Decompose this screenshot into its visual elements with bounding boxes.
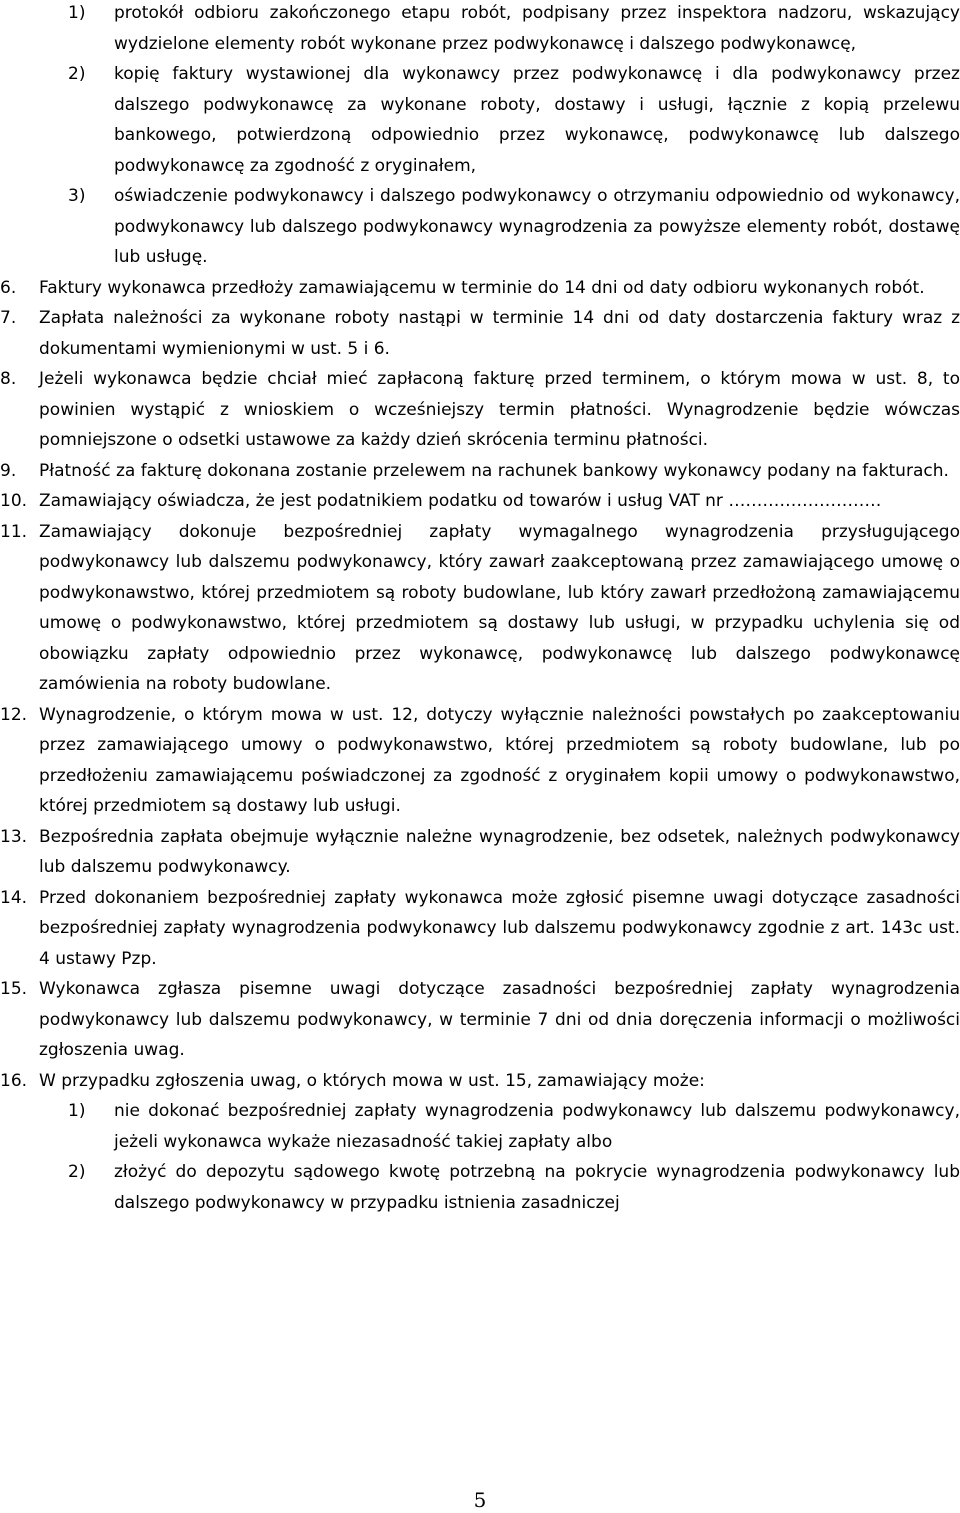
list-item — [0, 974, 960, 1066]
item-number: 16. — [0, 1070, 28, 1091]
item-text: protokół odbioru zakończonego etapu robót, podpisany przez inspektora nadzoru, wskazujący wydzielone elementy robót wykonane przez podwykonawcę i dalszego podwykonawcę, — [114, 3, 960, 54]
item-number: 2) — [68, 1162, 86, 1182]
item-number: 14. — [0, 887, 28, 908]
item-text: Przed dokonaniem bezpośredniej zapłaty wykonawca może zgłosić pisemne uwagi dotyczące zasadności bezpośredniej zapłaty wynagrodzenia podwykonawcy lub dalszemu podwykonawcy zgodnie z art. 143c ust. 4 ustawy Pzp. — [39, 887, 960, 969]
list-item — [0, 456, 960, 487]
item-number: 15. — [0, 979, 28, 999]
item-text: Faktury wykonawca przedłoży zamawiającemu w terminie do 14 dni od daty odbioru wykonanych robót. — [39, 277, 925, 298]
item-number: 9. — [0, 460, 17, 481]
list-item — [0, 1066, 960, 1097]
item-number: 2) — [68, 64, 86, 84]
list-item — [0, 181, 960, 273]
item-text: Zamawiający dokonuje bezpośredniej zapłaty wymagalnego wynagrodzenia przysługującego podwykonawcy lub dalszemu podwykonawcy, który zawarł zaakceptowaną przez zamawiającego umowę o podwykonawstwo, której przedmiotem są roboty budowlane, lub który zawarł przedłożoną zamawiającemu umowę o podwykonawstwo, której przedmiotem są dostawy lub usługi, w przypadku uchylenia się od obowiązku zapłaty odpowiednio przez wykonawcę, podwykonawcę lub dalszego podwykonawcę zamówienia na roboty budowlane. — [39, 521, 960, 694]
item-number: 3) — [68, 186, 86, 206]
list-item — [0, 1157, 960, 1218]
item-text: Jeżeli wykonawca będzie chciał mieć zapłaconą fakturę przed terminem, o którym mowa w ust. 8, to powinien wystąpić z wnioskiem o wcześniejszy termin płatności. Wynagrodzenie będzie wówczas pomniejszone o odsetki ustawowe za każdy dzień skrócenia terminu płatności. — [39, 369, 960, 450]
item-text: Bezpośrednia zapłata obejmuje wyłącznie należne wynagrodzenie, bez odsetek, należnych podwykonawcy lub dalszemu podwykonawcy. — [39, 826, 960, 877]
list-item — [0, 700, 960, 822]
list-item — [0, 59, 960, 181]
item-text: Wynagrodzenie, o którym mowa w ust. 12, dotyczy wyłącznie należności powstałych po zaakceptowaniu przez zamawiającego umowy o podwykonawstwo, której przedmiotem są roboty budowlane, lub po przedłożeniu zamawiającemu poświadczonej za zgodność z oryginałem kopii umowy o podwykonawstwo, której przedmiotem są dostawy lub usługi. — [39, 704, 960, 816]
item-number: 13. — [0, 826, 28, 847]
item-number: 12. — [0, 704, 28, 725]
item-text: W przypadku zgłoszenia uwag, o których mowa w ust. 15, zamawiający może: — [39, 1070, 705, 1091]
page-number: 5 — [473, 1488, 487, 1512]
item-text: Zamawiający oświadcza, że jest podatnikiem podatku od towarów i usług VAT nr ……………………… — [39, 491, 882, 511]
item-number: 1) — [68, 3, 86, 23]
list-item — [0, 1096, 960, 1157]
list-item — [0, 883, 960, 975]
item-text: oświadczenie podwykonawcy i dalszego podwykonawcy o otrzymaniu odpowiednio od wykonawcy, podwykonawcy lub dalszego podwykonawcy wynagrodzenia za powyższe elementy robót, dostawę lub usługę. — [114, 186, 960, 267]
list-item — [0, 486, 960, 517]
item-text: złożyć do depozytu sądowego kwotę potrzebną na pokrycie wynagrodzenia podwykonawcy lub dalszego podwykonawcy w przypadku istnienia zasadniczej — [114, 1162, 960, 1213]
item-text: Płatność za fakturę dokonana zostanie przelewem na rachunek bankowy wykonawcy podany na fakturach. — [39, 460, 949, 481]
item-number: 7. — [0, 308, 17, 328]
list-item — [0, 0, 960, 59]
list-item — [0, 364, 960, 456]
list-item — [0, 303, 960, 364]
list-item — [0, 822, 960, 883]
list-item — [0, 273, 960, 304]
item-number: 6. — [0, 277, 17, 298]
item-number: 10. — [0, 491, 28, 511]
item-number: 8. — [0, 369, 17, 389]
item-text: nie dokonać bezpośredniej zapłaty wynagrodzenia podwykonawcy lub dalszemu podwykonawcy, jeżeli wykonawca wykaże niezasadność takiej zapłaty albo — [114, 1101, 960, 1152]
item-number: 1) — [68, 1101, 86, 1121]
item-text: kopię faktury wystawionej dla wykonawcy przez podwykonawcę i dla podwykonawcy przez dalszego podwykonawcę za wykonane roboty, dostawy i usługi, łącznie z kopią przelewu bankowego, potwierdzoną odpowiednio przez wykonawcę, podwykonawcę lub dalszego podwykonawcę za zgodność z oryginałem, — [114, 64, 960, 176]
item-text: Zapłata należności za wykonane roboty nastąpi w terminie 14 dni od daty dostarczenia faktury wraz z dokumentami wymienionymi w ust. 5 i 6. — [39, 308, 960, 359]
list-item — [0, 517, 960, 700]
item-text: Wykonawca zgłasza pisemne uwagi dotyczące zasadności bezpośredniej zapłaty wynagrodzenia podwykonawcy lub dalszemu podwykonawcy, w terminie 7 dni od dnia doręczenia informacji o możliwości zgłoszenia uwag. — [39, 979, 960, 1060]
item-number: 11. — [0, 521, 28, 542]
